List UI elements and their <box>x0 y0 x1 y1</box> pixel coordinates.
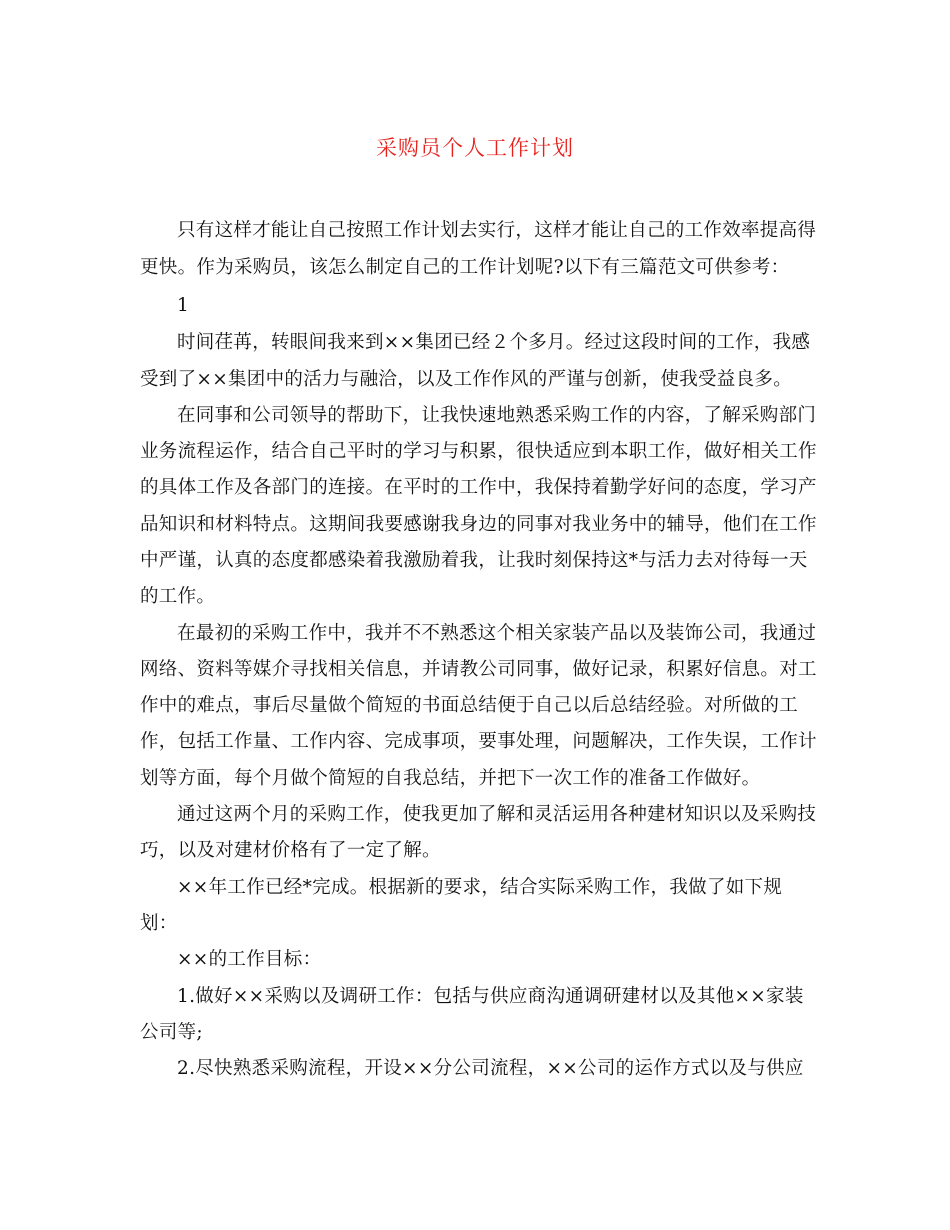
paragraph-line: 网络、资料等媒介寻找相关信息，并请教公司同事，做好记录，积累好信息。对工 <box>140 659 817 680</box>
paragraph-line: 品知识和材料特点。这期间我要感谢我身边的同事对我业务中的辅导，他们在工作 <box>140 514 817 535</box>
paragraph-line: 作，包括工作量、工作内容、完成事项，要事处理，问题解决，工作失误，工作计 <box>140 731 817 752</box>
paragraph-line: 作中的难点，事后尽量做个简短的书面总结便于自己以后总结经验。对所做的工 <box>140 695 799 716</box>
paragraph-line: 受到了××集团中的活力与融洽，以及工作作风的严谨与创新，使我受益良多。 <box>140 369 793 390</box>
paragraph-line: 只有这样才能让自己按照工作计划去实行，这样才能让自己的工作效率提高得 <box>177 220 817 241</box>
paragraph-line: 更快。作为采购员，该怎么制定自己的工作计划呢?以下有三篇范文可供参考： <box>140 257 790 278</box>
document-title: 采购员个人工作计划 <box>376 136 574 160</box>
paragraph-line: 公司等; <box>140 1022 203 1043</box>
paragraph-line: 划： <box>140 913 178 934</box>
paragraph-line: 巧，以及对建材价格有了一定了解。 <box>140 840 441 861</box>
paragraph-line: ××年工作已经*完成。根据新的要求，结合实际采购工作，我做了如下规 <box>177 877 783 898</box>
paragraph-line: 在同事和公司领导的帮助下，让我快速地熟悉采购工作的内容，了解采购部门 <box>177 405 817 426</box>
paragraph-line: ××的工作目标： <box>177 949 322 970</box>
paragraph-line: 业务流程运作，结合自己平时的学习与积累，很快适应到本职工作，做好相关工作 <box>140 441 817 462</box>
paragraph-line: 的工作。 <box>140 586 216 607</box>
paragraph-line: 划等方面，每个月做个简短的自我总结，并把下一次工作的准备工作做好。 <box>140 768 761 789</box>
paragraph-line: 的具体工作及各部门的连接。在平时的工作中，我保持着勤学好问的态度，学习产 <box>140 477 817 498</box>
paragraph-line: 通过这两个月的采购工作，使我更加了解和灵活运用各种建材知识以及采购技 <box>177 804 817 825</box>
paragraph-line: 时间荏苒，转眼间我来到××集团已经２个多月。经过这段时间的工作，我感 <box>177 332 811 353</box>
paragraph-line: 1.做好××采购以及调研工作：包括与供应商沟通调研建材以及其他××家装 <box>177 986 804 1007</box>
paragraph-line: 1 <box>177 295 190 316</box>
paragraph-line: 在最初的采购工作中，我并不不熟悉这个相关家装产品以及装饰公司，我通过 <box>177 623 817 644</box>
paragraph-line: 2.尽快熟悉采购流程，开设××分公司流程，××公司的运作方式以及与供应 <box>177 1058 804 1079</box>
paragraph-line: 中严谨，认真的态度都感染着我激励着我，让我时刻保持这*与活力去对待每一天 <box>140 550 808 571</box>
